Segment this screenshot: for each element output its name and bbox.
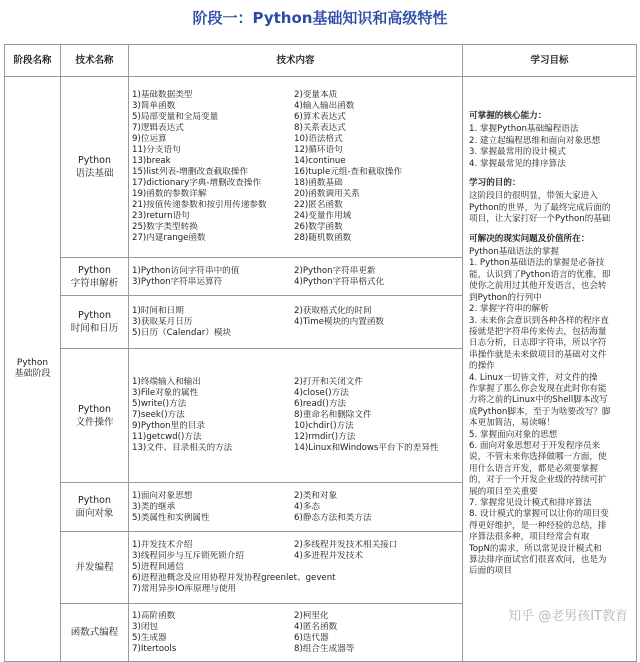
tech-name-cell: Python 时间和日历: [61, 296, 129, 349]
content-item: 4)匿名函数: [294, 621, 338, 632]
content-item: 6)迭代器: [294, 632, 329, 643]
goals-line: 算法排序面试官们很喜欢问，也是为: [469, 555, 607, 566]
content-item: 2)获取格式化的时间: [294, 305, 372, 316]
tech-name-cell: Python 面向对象: [61, 483, 129, 532]
goals-line: 展的项目至关重要: [469, 486, 538, 497]
content-item: 4)多进程并发技术: [294, 551, 363, 561]
tech-name-cell: Python 字符串解析: [61, 258, 129, 296]
content-item: 4)Python字符串格式化: [294, 276, 385, 287]
content-item: 8)关系表达式: [294, 123, 346, 133]
content-item: 12)循环语句: [294, 145, 343, 155]
goals-line: 说，不管未来你选择做哪一方面，使: [469, 452, 607, 463]
goals-line: 这阶段目的很明显，带领大家进入: [469, 191, 598, 202]
content-item: 5)生成器: [132, 632, 167, 643]
content-item: 5)write()方法: [132, 399, 187, 409]
content-item: 4)多态: [294, 501, 321, 512]
goals-line: 1. 掌握Python基础编程语法: [469, 124, 579, 135]
content-item: 11)getcwd()方法: [132, 432, 202, 442]
content-item: 14)Linux和Windows平台下的差异性: [294, 443, 439, 453]
content-grid: [132, 266, 459, 288]
goals-line: 作掌握了那么你会发现在此时你有能: [469, 383, 607, 394]
table-header-row: [5, 45, 637, 77]
goals-line: 得更好维护，是一种经验的总结，排: [469, 520, 607, 531]
goals-line: 日志分析，日志即字符串，所以字符: [469, 338, 607, 349]
content-item: 9)位运算: [132, 134, 167, 144]
page-title: 阶段一：Python基础知识和高级特性: [192, 9, 448, 27]
content-item: 8)重命名和删除文件: [294, 410, 372, 420]
content-item: 12)rmdir()方法: [294, 432, 356, 442]
goals-line: 能，认识到了Python语言的优雅，即: [469, 269, 611, 280]
goals-line: 后面的项目: [469, 566, 512, 577]
content-item: 3)类的继承: [132, 501, 176, 512]
content-item: 17)dictionary字典-增删改查操作: [132, 178, 262, 188]
goals-line: 5. 掌握面向对象的思想: [469, 429, 558, 440]
goals-section-heading: 可掌握的核心能力：: [469, 111, 547, 121]
content-grid: [132, 90, 459, 244]
content-item: 6)静态方法和类方法: [294, 512, 372, 523]
content-item: 5)日历（Calendar）模块: [132, 327, 232, 338]
goals-line: 到Python的行列中: [469, 292, 542, 303]
col-header-stage: 阶段名称: [5, 45, 61, 77]
tech-name-cell: 函数式编程: [61, 604, 129, 662]
content-item: 7)seek()方法: [132, 410, 185, 420]
goals-line: Python基础语法的掌握: [469, 247, 559, 258]
goals-line: 4. 掌握最常见的排序算法: [469, 158, 566, 169]
goals-line: 2. 掌握字符串的解析: [469, 304, 549, 315]
content-item: 6)进程池概念及应用协程并发协程greenlet、gevent: [132, 573, 336, 583]
content-item: [294, 562, 459, 573]
content-item: 1)时间和日期: [132, 305, 184, 316]
content-item: 2)Python字符串更新: [294, 265, 376, 276]
goals-line: 力将之前的Linux中的Shell脚本改写: [469, 395, 608, 406]
tech-content-cell: [129, 77, 463, 258]
content-item: 5)进程间通信: [132, 562, 184, 572]
goals-line: 的操作: [469, 361, 495, 372]
content-item: 3)获取某月日历: [132, 316, 193, 327]
goals-line: 2. 建立起编程思维和面向对象思想: [469, 135, 601, 146]
content-grid: [132, 306, 459, 339]
content-item: 6)算术表达式: [294, 112, 346, 122]
tech-content-cell: [129, 604, 463, 662]
content-item: 4)Time模块的内置函数: [294, 316, 385, 327]
tech-content-cell: [129, 532, 463, 604]
content-item: 7)常用异步IO库原理与使用: [132, 584, 237, 594]
goals-line: 3. 掌握最常用的设计模式: [469, 147, 566, 158]
content-item: 2)打开和关闭文件: [294, 377, 363, 387]
content-grid: [132, 611, 459, 655]
content-item: 26)数学函数: [294, 222, 343, 232]
content-item: 27)内建range函数: [132, 233, 206, 243]
content-item: 1)终端输入和输出: [132, 377, 201, 387]
content-item: 1)面向对象思想: [132, 490, 193, 501]
content-item: 3)线程同步与互斥锁死锁介绍: [132, 551, 244, 561]
col-header-tech: 技术名称: [61, 45, 129, 77]
curriculum-table: [4, 44, 637, 662]
content-grid: [132, 491, 459, 524]
content-item: 28)随机数函数: [294, 233, 352, 243]
goals-line: 的，对于一个开发企业级的持续可扩: [469, 475, 607, 486]
goals-line: 串操作就是未来做项目的基础对文件: [469, 349, 607, 360]
content-item: 24)变量作用域: [294, 211, 352, 221]
content-item: 3)简单函数: [132, 101, 176, 111]
content-item: 15)list列表-增删改查截取操作: [132, 167, 248, 177]
goals-line: 序算法很多种，项目经常会有取: [469, 532, 590, 543]
content-item: 2)类和对象: [294, 490, 338, 501]
tech-name-cell: 并发编程: [61, 532, 129, 604]
content-item: 2)变量本质: [294, 90, 338, 100]
content-item: 2)多线程并发技术相关接口: [294, 540, 398, 550]
content-item: 1)并发技术介绍: [132, 540, 193, 550]
content-item: 1)高阶函数: [132, 610, 176, 621]
watermark-text: 知乎 @老男孩IT教育: [508, 609, 628, 624]
goals-line: TopN的需求，所以常见设计模式和: [469, 543, 602, 554]
content-item: 3)闭包: [132, 621, 159, 632]
content-item: 1)基础数据类型: [132, 90, 193, 100]
tech-content-cell: [129, 296, 463, 349]
content-item: 5)类属性和实例属性: [132, 512, 210, 523]
content-item: 5)局部变量和全局变量: [132, 112, 219, 122]
content-item: 25)数字类型转换: [132, 222, 198, 232]
content-item: 4)输入输出函数: [294, 101, 355, 111]
goals-cell: [463, 77, 637, 662]
content-grid: [132, 540, 459, 595]
goals-line: 8. 设计模式的掌握可以让你的项目变: [469, 509, 609, 520]
goals-line: 本更加简洁，易读嘛！: [469, 418, 555, 429]
content-item: [294, 328, 459, 339]
goals-line: 项目，让大家打好一个Python的基础: [469, 214, 611, 225]
tech-name-cell: Python 文件操作: [61, 349, 129, 483]
content-item: 23)return语句: [132, 211, 190, 221]
content-item: 8)组合生成器等: [294, 643, 355, 654]
content-item: 7)逻辑表达式: [132, 123, 184, 133]
goals-line: Python的世界，为了最终完成后面的: [469, 202, 611, 213]
content-item: 13)break: [132, 156, 171, 166]
content-item: 2)柯里化: [294, 610, 329, 621]
goals-line: 6. 面向对象思想对于开发程序员来: [469, 440, 601, 451]
tech-content-cell: [129, 258, 463, 296]
content-item: 20)函数调用关系: [294, 189, 360, 199]
goals-line: 成Python脚本，至于为啥要改写？脚: [469, 406, 611, 417]
goals-content: [469, 109, 632, 634]
content-item: 16)tuple元组-查和截取操作: [294, 167, 403, 177]
goals-line: 使你之前用过其他开发语言，也会转: [469, 281, 607, 292]
content-item: 14)continue: [294, 156, 346, 166]
goals-line: 用什么语言开发，都是必须要掌握: [469, 463, 598, 474]
content-item: 13)文件、目录相关的方法: [132, 443, 233, 453]
content-item: 3)File对象的属性: [132, 388, 199, 398]
content-item: 3)Python字符串运算符: [132, 276, 223, 287]
content-item: 11)分支语句: [132, 145, 181, 155]
content-item: 9)Python里的目录: [132, 421, 205, 431]
col-header-content: 技术内容: [129, 45, 463, 77]
stage-name-cell: Python 基础阶段: [5, 77, 61, 662]
tech-content-cell: [129, 483, 463, 532]
content-item: 10)chdir()方法: [294, 421, 354, 431]
content-item: 1)Python访问字符串中的值: [132, 265, 240, 276]
content-grid: [132, 377, 459, 454]
tech-name-cell: Python 语法基础: [61, 77, 129, 258]
goals-section-heading: 学习的目的：: [469, 178, 521, 189]
content-item: 7)Itertools: [132, 643, 177, 654]
table-row: [5, 77, 637, 258]
goals-line: 4. Linux一切皆文件，对文件的操: [469, 372, 598, 383]
col-header-goals: 学习目标: [463, 45, 637, 77]
content-item: 19)函数的参数详解: [132, 189, 207, 199]
goals-line: 接就是把字符串传来传去，包括海量: [469, 326, 607, 337]
goals-section-heading: 可解决的现实问题及价值所在：: [469, 233, 590, 244]
goals-line: 3. 未来你会意识到各种各样的程序直: [469, 315, 609, 326]
content-item: [294, 584, 459, 595]
goals-line: 1. Python基础语法的掌握是必备技: [469, 258, 605, 269]
content-item: 21)按值传递参数和按引用传递参数: [132, 200, 267, 210]
content-item: 18)函数基础: [294, 178, 343, 188]
tech-content-cell: [129, 349, 463, 483]
content-item: 10)语法格式: [294, 134, 343, 144]
content-item: 22)匿名函数: [294, 200, 343, 210]
content-item: 6)read()方法: [294, 399, 347, 409]
content-item: 4)close()方法: [294, 388, 349, 398]
goals-line: 7. 掌握常见设计模式和排序算法: [469, 498, 592, 508]
